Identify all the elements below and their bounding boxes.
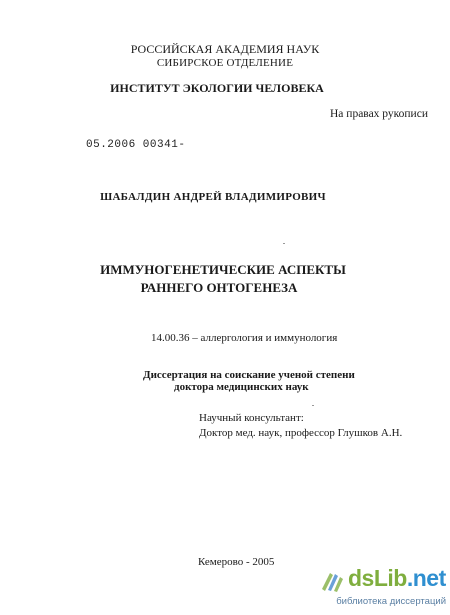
scan-speck (283, 243, 285, 244)
consultant-name: Доктор мед. наук, профессор Глушков А.Н. (199, 427, 403, 439)
institute-name: ИНСТИТУТ ЭКОЛОГИИ ЧЕЛОВЕКА (110, 81, 324, 95)
dissertation-line-1: Диссертация на соискание ученой степени (143, 369, 355, 381)
title-line-1: ИММУНОГЕНЕТИЧЕСКИЕ АСПЕКТЫ (100, 262, 346, 277)
catalog-stamp: 05.2006 00341- (86, 139, 186, 151)
dslib-logo: dsLib.net (348, 565, 446, 591)
dslib-tagline: библиотека диссертаций (336, 596, 446, 607)
scan-speck (312, 405, 314, 406)
consultant-label: Научный консультант: (199, 412, 304, 424)
book-stack-icon (320, 569, 346, 593)
manuscript-note: На правах рукописи (330, 108, 428, 120)
title-line-2: РАННЕГО ОНТОГЕНЕЗА (140, 280, 298, 295)
author-name: ШАБАЛДИН АНДРЕЙ ВЛАДИМИРОВИЧ (100, 191, 326, 203)
academy-name: РОССИЙСКАЯ АКАДЕМИЯ НАУК (130, 42, 320, 56)
dissertation-line-2: доктора медицинских наук (174, 381, 309, 393)
city-year: Кемерово - 2005 (198, 556, 275, 568)
dslib-watermark (318, 565, 450, 615)
branch-name: СИБИРСКОЕ ОТДЕЛЕНИЕ (156, 57, 294, 69)
specialty-code: 14.00.36 – аллергология и иммунология (151, 332, 338, 344)
